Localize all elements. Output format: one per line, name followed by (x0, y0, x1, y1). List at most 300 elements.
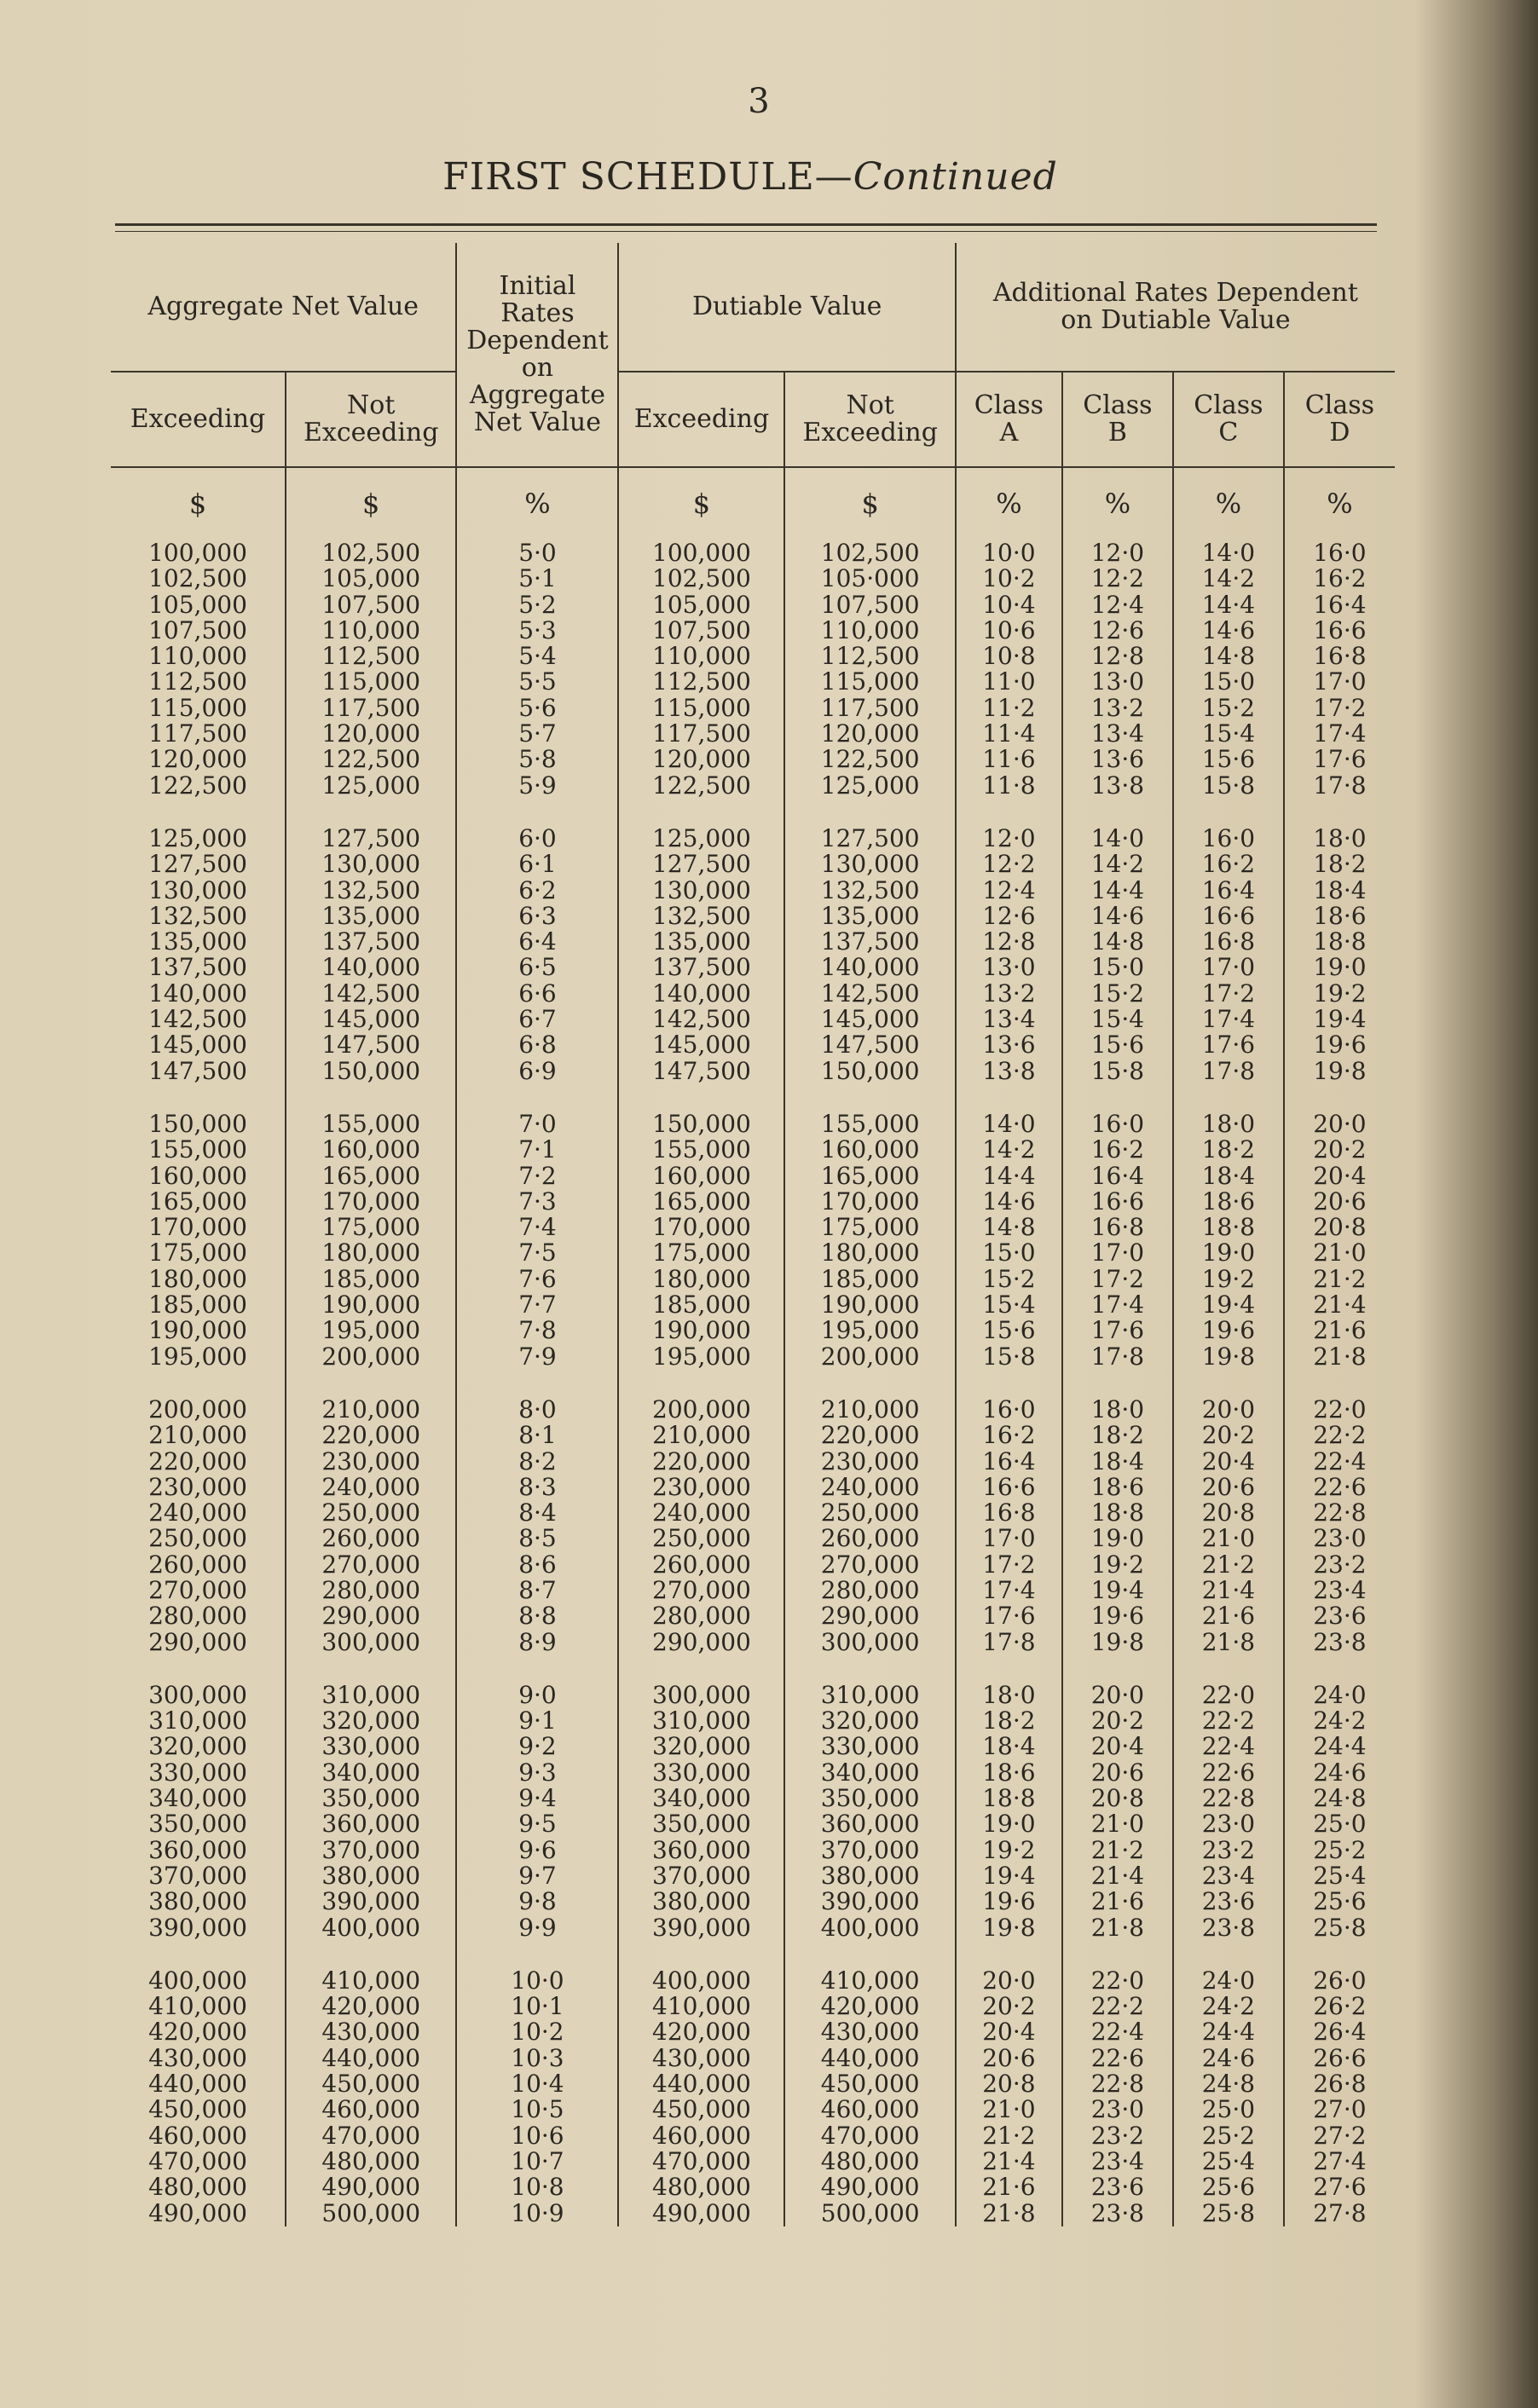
table-cell: 10·6 (956, 618, 1062, 644)
table-cell: 23·2 (1173, 1838, 1284, 1863)
table-cell: 420,000 (618, 2019, 784, 2045)
table-cell: 26·8 (1284, 2071, 1395, 2097)
table-cell: 122,500 (784, 747, 955, 772)
table-cell: 140,000 (286, 955, 456, 980)
table-cell: 260,000 (148, 1550, 247, 1579)
table-cell: 175,000 (618, 1240, 784, 1266)
table-row (111, 2046, 1395, 2071)
table-cell: 430,000 (148, 2043, 247, 2072)
table-cell: 22·8 (1173, 1786, 1284, 1811)
table-cell: 175,000 (784, 1215, 955, 1240)
table-cell: 460,000 (286, 2097, 456, 2122)
table-row (111, 1112, 1395, 1137)
table-cell: 14·4 (1173, 592, 1284, 618)
table-cell: 17·6 (1284, 747, 1395, 772)
table-cell: 21·4 (1062, 1863, 1173, 1889)
table-cell: 117,500 (286, 696, 456, 721)
header-class-a: Class A (956, 372, 1062, 467)
table-cell: 16·8 (956, 1500, 1062, 1526)
table-cell: 9·8 (456, 1889, 618, 1914)
table-cell: 115,000 (286, 669, 456, 695)
table-cell: 19·2 (1284, 981, 1395, 1007)
table-cell: 14·2 (956, 1137, 1062, 1163)
table-cell: 127,500 (148, 850, 247, 879)
table-cell: 140,000 (148, 979, 247, 1008)
table-cell: 170,000 (148, 1213, 247, 1242)
rates-table (111, 243, 1395, 2226)
table-cell: 185,000 (784, 1267, 955, 1292)
gap-cell (956, 1370, 1062, 1397)
table-cell: 20·6 (956, 2046, 1062, 2071)
table-cell: 110,000 (148, 642, 247, 671)
table-cell: 10·4 (456, 2071, 618, 2097)
table-cell: 20·6 (1062, 1760, 1173, 1786)
table-cell: 340,000 (148, 1784, 247, 1813)
table-cell: 185,000 (286, 1267, 456, 1292)
table-row (111, 1811, 1395, 1837)
table-cell: 16·8 (1062, 1215, 1173, 1240)
table-cell: 23·4 (1062, 2149, 1173, 2174)
table-cell: 22·4 (1173, 1734, 1284, 1759)
table-cell: 155,000 (618, 1137, 784, 1163)
table-cell: 21·2 (1062, 1838, 1173, 1863)
table-row (111, 955, 1395, 980)
table-cell: 142,500 (618, 1007, 784, 1032)
table-cell: 23·8 (1173, 1915, 1284, 1941)
table-cell: 125,000 (784, 773, 955, 799)
table-cell: 23·2 (1062, 2123, 1173, 2149)
table-row (111, 1889, 1395, 1914)
table-cell: 18·2 (956, 1708, 1062, 1734)
table-row (111, 1630, 1395, 1655)
table-cell: 115,000 (148, 693, 247, 722)
table-cell: 112,500 (286, 644, 456, 669)
table-cell: 260,000 (286, 1526, 456, 1551)
table-row (111, 1968, 1395, 1994)
table-row (111, 1397, 1395, 1423)
table-cell: 210,000 (784, 1397, 955, 1423)
table-cell: 16·4 (1173, 878, 1284, 904)
table-row (111, 1189, 1395, 1215)
table-cell: 105·000 (784, 566, 955, 592)
table-cell: 290,000 (618, 1630, 784, 1655)
table-cell: 480,000 (618, 2174, 784, 2200)
table-cell: 300,000 (286, 1630, 456, 1655)
table-cell: 19·6 (1062, 1603, 1173, 1629)
table-cell: 26·2 (1284, 1994, 1395, 2019)
table-cell: 20·2 (1062, 1708, 1173, 1734)
table-cell: 127,500 (618, 852, 784, 877)
table-cell: 15·0 (1062, 955, 1173, 980)
table-cell: 22·0 (1173, 1683, 1284, 1708)
table-row (111, 747, 1395, 772)
table-cell: 17·0 (1062, 1240, 1173, 1266)
table-cell: 115,000 (618, 696, 784, 721)
gap-cell (784, 1084, 955, 1112)
table-cell: 410,000 (784, 1968, 955, 1994)
table-cell: 100,000 (618, 540, 784, 566)
table-cell: 6·5 (456, 955, 618, 980)
table-cell: 19·4 (1173, 1292, 1284, 1318)
unit-cell: $ (286, 467, 456, 540)
table-cell: 260,000 (784, 1526, 955, 1551)
gap-cell (456, 1655, 618, 1683)
table-cell: 13·4 (956, 1007, 1062, 1032)
table-cell: 18·8 (1284, 929, 1395, 955)
gap-cell (1173, 799, 1284, 826)
table-row (111, 540, 1395, 566)
header-aggregate-net-value: Aggregate Net Value (111, 243, 456, 372)
header-class-d: Class D (1284, 372, 1395, 467)
table-cell: 8·0 (456, 1397, 618, 1423)
table-cell: 5·2 (456, 592, 618, 618)
table-cell: 7·0 (456, 1112, 618, 1137)
table-cell: 8·5 (456, 1526, 618, 1551)
table-cell: 21·4 (956, 2149, 1062, 2174)
table-cell: 12·6 (1062, 618, 1173, 644)
table-cell: 19·2 (1173, 1267, 1284, 1292)
table-cell: 340,000 (784, 1760, 955, 1786)
unit-cell: % (456, 467, 618, 540)
table-row (111, 2097, 1395, 2122)
unit-cell: % (1173, 467, 1284, 540)
table-cell: 195,000 (148, 1342, 247, 1371)
table-cell: 400,000 (618, 1968, 784, 1994)
table-row (111, 1552, 1395, 1578)
table-cell: 350,000 (784, 1786, 955, 1811)
table-cell: 10·3 (456, 2046, 618, 2071)
table-cell: 7·8 (456, 1318, 618, 1343)
table-row (111, 1734, 1395, 1759)
table-cell: 15·6 (956, 1318, 1062, 1343)
table-cell: 137,500 (286, 929, 456, 955)
table-cell: 9·6 (456, 1838, 618, 1863)
table-cell: 5·0 (456, 540, 618, 566)
table-row (111, 1318, 1395, 1343)
table-cell: 22·0 (1284, 1397, 1395, 1423)
table-cell: 21·8 (956, 2201, 1062, 2226)
table-cell: 380,000 (148, 1887, 247, 1916)
table-cell: 27·4 (1284, 2149, 1395, 2174)
table-cell: 5·3 (456, 618, 618, 644)
table-cell: 117,500 (784, 696, 955, 721)
table-cell: 18·6 (1284, 904, 1395, 929)
table-cell: 220,000 (286, 1423, 456, 1448)
table-cell: 132,500 (784, 878, 955, 904)
table-cell: 17·0 (1173, 955, 1284, 980)
gap-cell (1284, 1655, 1395, 1683)
table-cell: 130,000 (148, 875, 247, 904)
table-row (111, 2071, 1395, 2097)
table-row (111, 1786, 1395, 1811)
table-cell: 10·0 (956, 540, 1062, 566)
table-cell: 5·9 (456, 773, 618, 799)
table-cell: 137,500 (784, 929, 955, 955)
table-row (111, 1423, 1395, 1448)
table-row (111, 2149, 1395, 2174)
table-cell: 18·4 (1284, 878, 1395, 904)
table-cell: 10·8 (456, 2174, 618, 2200)
table-cell: 165,000 (784, 1164, 955, 1189)
table-cell: 490,000 (148, 2198, 247, 2227)
table-cell: 430,000 (784, 2019, 955, 2045)
table-row (111, 1994, 1395, 2019)
table-cell: 300,000 (148, 1680, 247, 1709)
table-cell: 8·4 (456, 1500, 618, 1526)
table-cell: 17·4 (1284, 721, 1395, 747)
table-cell: 200,000 (148, 1395, 247, 1423)
table-cell: 15·6 (1173, 747, 1284, 772)
table-cell: 6·0 (456, 826, 618, 852)
table-row (111, 929, 1395, 955)
table-row (111, 981, 1395, 1007)
table-cell: 21·8 (1062, 1915, 1173, 1941)
table-cell: 460,000 (148, 2121, 247, 2150)
table-cell: 16·4 (956, 1449, 1062, 1475)
table-cell: 155,000 (784, 1112, 955, 1137)
table-cell: 200,000 (784, 1344, 955, 1370)
table-cell: 18·0 (1062, 1397, 1173, 1423)
table-cell: 16·4 (1062, 1164, 1173, 1189)
table-cell: 380,000 (784, 1863, 955, 1889)
table-cell: 20·0 (1062, 1683, 1173, 1708)
table-cell: 18·8 (1173, 1215, 1284, 1240)
table-cell: 440,000 (784, 2046, 955, 2071)
group-gap (111, 1370, 1395, 1397)
table-cell: 190,000 (148, 1316, 247, 1345)
table-cell: 420,000 (784, 1994, 955, 2019)
table-cell: 14·0 (1173, 540, 1284, 566)
table-cell: 270,000 (784, 1552, 955, 1578)
table-cell: 15·0 (1173, 669, 1284, 695)
table-cell: 440,000 (286, 2046, 456, 2071)
table-cell: 17·2 (1062, 1267, 1173, 1292)
table-cell: 11·8 (956, 773, 1062, 799)
gap-cell (111, 1370, 286, 1397)
table-cell: 8·8 (456, 1603, 618, 1629)
table-cell: 18·2 (1062, 1423, 1173, 1448)
table-cell: 9·0 (456, 1683, 618, 1708)
table-cell: 13·0 (1062, 669, 1173, 695)
table-cell: 107,500 (618, 618, 784, 644)
group-gap (111, 799, 1395, 826)
table-cell: 24·8 (1284, 1786, 1395, 1811)
table-cell: 450,000 (784, 2071, 955, 2097)
table-cell: 310,000 (784, 1683, 955, 1708)
table-cell: 21·8 (1284, 1344, 1395, 1370)
table-cell: 150,000 (148, 1109, 247, 1138)
table-cell: 20·2 (1284, 1137, 1395, 1163)
table-cell: 16·6 (1173, 904, 1284, 929)
table-cell: 450,000 (148, 2095, 247, 2124)
table-cell: 145,000 (286, 1007, 456, 1032)
table-cell: 10·6 (456, 2123, 618, 2149)
table-cell: 135,000 (618, 929, 784, 955)
table-cell: 470,000 (286, 2123, 456, 2149)
table-cell: 15·2 (1062, 981, 1173, 1007)
table-row (111, 904, 1395, 929)
table-cell: 16·8 (1173, 929, 1284, 955)
table-cell: 23·2 (1284, 1552, 1395, 1578)
table-cell: 17·4 (1173, 1007, 1284, 1032)
table-cell: 17·6 (1062, 1318, 1173, 1343)
table-cell: 20·4 (1062, 1734, 1173, 1759)
table-cell: 210,000 (618, 1423, 784, 1448)
table-cell: 210,000 (148, 1421, 247, 1450)
table-cell: 9·5 (456, 1811, 618, 1837)
table-cell: 19·8 (1284, 1059, 1395, 1084)
table-cell: 6·6 (456, 981, 618, 1007)
table-cell: 16·0 (1062, 1112, 1173, 1137)
table-cell: 280,000 (148, 1602, 247, 1631)
table-cell: 10·7 (456, 2149, 618, 2174)
table-cell: 20·0 (1284, 1112, 1395, 1137)
table-cell: 320,000 (148, 1732, 247, 1761)
table-cell: 18·6 (1062, 1475, 1173, 1500)
table-cell: 5·4 (456, 644, 618, 669)
table-cell: 170,000 (618, 1215, 784, 1240)
table-cell: 7·6 (456, 1267, 618, 1292)
table-cell: 19·0 (956, 1811, 1062, 1837)
gap-cell (1062, 1084, 1173, 1112)
table-cell: 175,000 (286, 1215, 456, 1240)
table-cell: 125,000 (618, 826, 784, 852)
table-cell: 25·4 (1284, 1863, 1395, 1889)
table-cell: 120,000 (148, 745, 247, 774)
table-cell: 18·8 (956, 1786, 1062, 1811)
table-cell: 18·0 (1173, 1112, 1284, 1137)
table-cell: 12·4 (956, 878, 1062, 904)
table-cell: 460,000 (784, 2097, 955, 2122)
table-cell: 142,500 (286, 981, 456, 1007)
group-gap (111, 1655, 1395, 1683)
table-cell: 19·0 (1062, 1526, 1173, 1551)
table-cell: 350,000 (148, 1810, 247, 1839)
table-cell: 420,000 (286, 1994, 456, 2019)
table-row (111, 1708, 1395, 1734)
table-cell: 175,000 (148, 1239, 247, 1268)
table-cell: 8·6 (456, 1552, 618, 1578)
table-cell: 185,000 (618, 1292, 784, 1318)
table-row (111, 1032, 1395, 1058)
header-class-c: Class C (1173, 372, 1284, 467)
table-cell: 14·0 (956, 1112, 1062, 1137)
table-cell: 360,000 (618, 1838, 784, 1863)
table-cell: 17·2 (956, 1552, 1062, 1578)
table-body (111, 467, 1395, 2226)
table-cell: 12·2 (1062, 566, 1173, 592)
table-cell: 22·4 (1062, 2019, 1173, 2045)
table-cell: 16·6 (1284, 618, 1395, 644)
gap-cell (456, 799, 618, 826)
table-cell: 120,000 (286, 721, 456, 747)
table-cell: 24·6 (1284, 1760, 1395, 1786)
table-cell: 20·4 (956, 2019, 1062, 2045)
table-cell: 21·0 (956, 2097, 1062, 2122)
table-cell: 23·4 (1284, 1578, 1395, 1603)
table-cell: 25·6 (1173, 2174, 1284, 2200)
table-cell: 102,500 (784, 540, 955, 566)
table-cell: 117,500 (148, 719, 247, 748)
table-cell: 195,000 (784, 1318, 955, 1343)
table-cell: 165,000 (286, 1164, 456, 1189)
table-cell: 350,000 (618, 1811, 784, 1837)
table-cell: 5·5 (456, 669, 618, 695)
table-cell: 15·8 (1062, 1059, 1173, 1084)
unit-cell: $ (188, 488, 207, 521)
table-cell: 170,000 (784, 1189, 955, 1215)
table-cell: 147,500 (784, 1032, 955, 1058)
group-gap (111, 1941, 1395, 1968)
table-cell: 24·4 (1173, 2019, 1284, 2045)
table-cell: 280,000 (286, 1578, 456, 1603)
table-cell: 14·8 (956, 1215, 1062, 1240)
table-cell: 24·2 (1284, 1708, 1395, 1734)
table-cell: 122,500 (148, 771, 247, 800)
gap-cell (111, 1655, 286, 1683)
table-cell: 22·2 (1062, 1994, 1173, 2019)
table-cell: 19·2 (1062, 1552, 1173, 1578)
table-cell: 240,000 (784, 1475, 955, 1500)
table-cell: 112,500 (784, 644, 955, 669)
table-cell: 160,000 (784, 1137, 955, 1163)
table-cell: 17·0 (1284, 669, 1395, 695)
table-cell: 21·2 (1173, 1552, 1284, 1578)
table-cell: 195,000 (618, 1344, 784, 1370)
table-cell: 142,500 (784, 981, 955, 1007)
table-cell: 135,000 (148, 927, 247, 956)
table-cell: 10·1 (456, 1994, 618, 2019)
table-cell: 300,000 (618, 1683, 784, 1708)
table-cell: 105,000 (618, 592, 784, 618)
table-cell: 13·8 (1062, 773, 1173, 799)
unit-cell: % (1284, 467, 1395, 540)
table-cell: 500,000 (784, 2201, 955, 2226)
table-cell: 180,000 (784, 1240, 955, 1266)
header-dutiable-value: Dutiable Value (618, 243, 955, 372)
table-cell: 240,000 (286, 1475, 456, 1500)
header-class-b: Class B (1062, 372, 1173, 467)
gap-cell (456, 1370, 618, 1397)
table-row (111, 826, 1395, 852)
table-cell: 9·9 (456, 1915, 618, 1941)
table-cell: 170,000 (286, 1189, 456, 1215)
table-cell: 17·4 (956, 1578, 1062, 1603)
table-cell: 6·1 (456, 852, 618, 877)
table-cell: 14·4 (1062, 878, 1173, 904)
table-row (111, 1267, 1395, 1292)
table-cell: 360,000 (286, 1811, 456, 1837)
table-cell: 21·4 (1284, 1292, 1395, 1318)
table-cell: 27·2 (1284, 2123, 1395, 2149)
table-cell: 6·8 (456, 1032, 618, 1058)
top-rule-thick (115, 223, 1377, 226)
unit-cell: % (956, 467, 1062, 540)
table-row (111, 2019, 1395, 2045)
table-cell: 220,000 (784, 1423, 955, 1448)
table-cell: 105,000 (286, 566, 456, 592)
table-cell: 20·8 (956, 2071, 1062, 2097)
table-cell: 12·0 (1062, 540, 1173, 566)
table-cell: 21·2 (1284, 1267, 1395, 1292)
table-cell: 22·2 (1173, 1708, 1284, 1734)
table-cell: 13·2 (956, 981, 1062, 1007)
table-cell: 20·6 (1173, 1475, 1284, 1500)
table-row (111, 1760, 1395, 1786)
table-cell: 8·2 (456, 1449, 618, 1475)
table-cell: 21·4 (1173, 1578, 1284, 1603)
table-cell: 390,000 (286, 1889, 456, 1914)
